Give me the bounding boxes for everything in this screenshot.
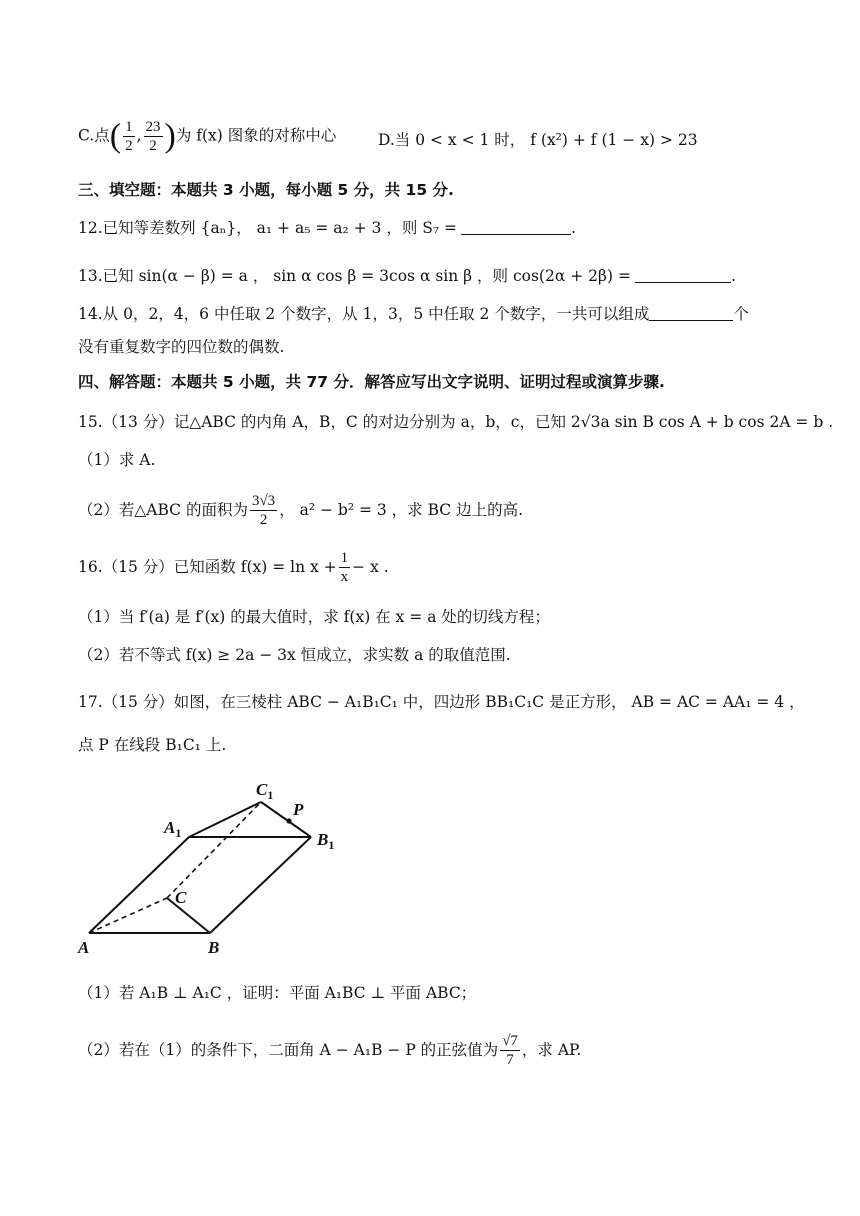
edge-bc bbox=[167, 898, 210, 933]
edge-bb1 bbox=[210, 837, 311, 933]
left-paren: ( bbox=[109, 117, 122, 155]
q17-stem-1: 17.（15 分）如图，在三棱柱 ABC − A₁B₁C₁ 中，四边形 BB₁C₁C 是正方形， AB = AC = AA₁ = 4 ， bbox=[78, 693, 805, 711]
q12-answer-blank bbox=[461, 218, 571, 235]
edge-aa1 bbox=[89, 837, 189, 933]
point-p bbox=[286, 818, 291, 823]
label-p: P bbox=[293, 800, 304, 819]
q13: 13.已知 sin(α − β) = a ， sin α cos β = 3cos α sin β ，则 cos(2α + 2β) = . bbox=[78, 267, 736, 285]
q11-option-c: C.点( $\frac{1}{2}$ , $\frac{23}{2}$ )为 f(x) 图象的对称中心 bbox=[78, 117, 337, 155]
q14-line-1: 14.从 0，2，4，6 中任取 2 个数字，从 1，3，5 中任取 2 个数字，一共可以组成 个 bbox=[78, 305, 749, 323]
section-4-heading: 四、解答题：本题共 5 小题，共 77 分．解答应写出文字说明、证明过程或演算步骤. bbox=[78, 373, 665, 391]
label-a: A bbox=[78, 938, 90, 957]
right-paren: ) bbox=[164, 117, 176, 155]
q16-part-1: （1）当 f′(a) 是 f′(x) 的最大值时，求 f(x) 在 x = a 处的切线方程； bbox=[78, 608, 550, 626]
q15-area-fraction: $\frac{3√3}{2}$ bbox=[251, 492, 276, 528]
q12: 12.已知等差数列 {aₙ}， a₁ + a₅ = a₂ + 3 ，则 S₇ = . bbox=[78, 219, 576, 237]
q13-answer-blank bbox=[635, 266, 731, 283]
label-c1: $C_1$ bbox=[256, 780, 274, 802]
q16-fraction: $\frac{1}{x}$ bbox=[340, 549, 349, 585]
label-a1: $A_1$ bbox=[164, 818, 182, 840]
q16-part-2: （2）若不等式 f(x) ≥ 2a − 3x 恒成立，求实数 a 的取值范围. bbox=[78, 646, 511, 664]
edge-a1c1 bbox=[189, 802, 261, 837]
edge-c1b1 bbox=[261, 802, 311, 837]
q14-answer-blank bbox=[649, 304, 733, 321]
q17-sine-fraction: $\frac{√7}{7}$ bbox=[502, 1032, 518, 1068]
label-c: C bbox=[175, 888, 187, 907]
edge-ac-hidden bbox=[89, 898, 167, 933]
q11-option-d: D.当 0 < x < 1 时， f (x²) + f (1 − x) > 23 bbox=[378, 131, 698, 149]
q17-stem-2: 点 P 在线段 B₁C₁ 上. bbox=[78, 736, 227, 754]
q17-part-2: （2）若在（1）的条件下，二面角 A − A₁B − P 的正弦值为 $\frac{√7}{7}$ ，求 AP. bbox=[78, 1032, 582, 1068]
q15-stem: 15.（13 分）记△ABC 的内角 A，B，C 的对边分别为 a，b，c，已知 2√3a sin B cos A + b cos 2A = b . bbox=[78, 413, 834, 431]
label-b: B bbox=[208, 938, 220, 957]
q16-stem: 16.（15 分）已知函数 f(x) = ln x + $\frac{1}{x}$ − x . bbox=[78, 549, 389, 585]
q11-point-x: $\frac{1}{2}$ bbox=[125, 119, 133, 154]
q15-part-2: （2）若△ABC 的面积为 $\frac{3√3}{2}$ ， a² − b² = 3 ，求 BC 边上的高. bbox=[78, 492, 523, 528]
q15-part-1: （1）求 A. bbox=[78, 451, 156, 469]
q11-c-prefix: C.点 bbox=[78, 126, 110, 145]
q11-point-y: $\frac{23}{2}$ bbox=[145, 119, 161, 154]
section-3-heading: 三、填空题：本题共 3 小题，每小题 5 分，共 15 分. bbox=[78, 181, 454, 199]
prism-figure bbox=[75, 775, 355, 960]
q14-line-2: 没有重复数字的四位数的偶数. bbox=[78, 338, 285, 356]
q11-c-suffix: 为 f(x) 图象的对称中心 bbox=[175, 126, 337, 145]
label-b1: $B_1$ bbox=[317, 830, 335, 852]
edge-cc1-hidden bbox=[167, 802, 261, 898]
q17-part-1: （1）若 A₁B ⊥ A₁C ，证明：平面 A₁BC ⊥ 平面 ABC； bbox=[78, 984, 477, 1002]
